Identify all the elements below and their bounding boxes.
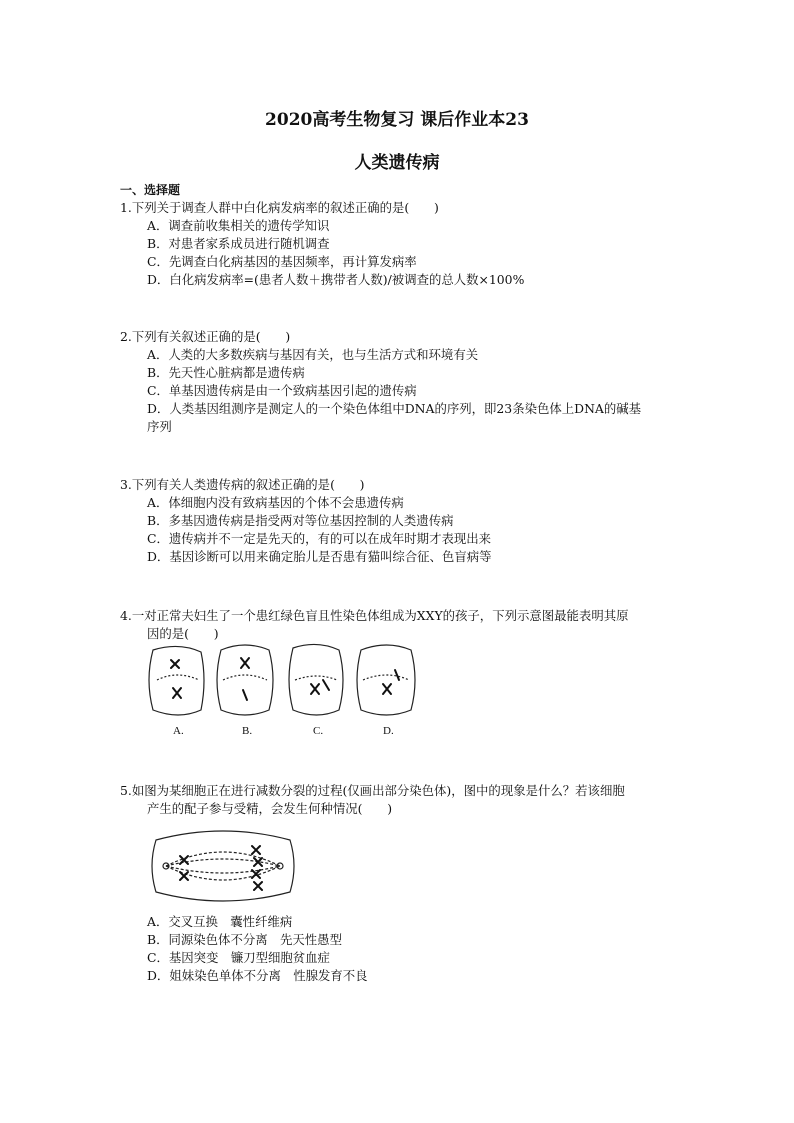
question-stem: 4.一对正常夫妇生了一个患红绿色盲且性染色体组成为XXY的孩子，下列示意图最能表明其原	[120, 608, 629, 623]
option-a: A．体细胞内没有致病基因的个体不会患遗传病	[147, 495, 404, 510]
option-a: A．调查前收集相关的遗传学知识	[147, 218, 330, 233]
option-d: D．人类基因组测序是测定人的一个染色体组中DNA的序列，即23条染色体上DNA的碱基	[147, 401, 642, 416]
cell-division-diagram-icon	[143, 640, 433, 742]
question-stem: 1.下列关于调查人群中白化病发病率的叙述正确的是( )	[120, 200, 439, 215]
meiosis-figure	[148, 826, 298, 906]
option-d: D．基因诊断可以用来确定胎儿是否患有猫叫综合征、色盲病等	[147, 549, 492, 564]
option-b: B．对患者家系成员进行随机调查	[147, 236, 330, 251]
option-d: D．姐妹染色单体不分离 性腺发育不良	[147, 968, 368, 983]
document-subtitle: 人类遗传病	[354, 153, 440, 173]
option-d-continuation: 序列	[147, 419, 172, 434]
option-c: C．单基因遗传病是由一个致病基因引起的遗传病	[147, 383, 417, 398]
option-c: C．先调查白化病基因的基因频率，再计算发病率	[147, 254, 417, 269]
option-a: A．交叉互换 囊性纤维病	[147, 914, 293, 929]
question-stem-continuation: 产生的配子参与受精，会发生何种情况( )	[147, 801, 393, 816]
question-stem: 5.如图为某细胞正在进行减数分裂的过程(仅画出部分染色体)，图中的现象是什么？若该细胞	[120, 783, 625, 798]
question-2	[120, 328, 710, 436]
figure-label-a: A.	[173, 725, 184, 737]
figure-label-d: D.	[383, 725, 394, 737]
option-b: B．多基因遗传病是指受两对等位基因控制的人类遗传病	[147, 513, 454, 528]
question-stem: 3.下列有关人类遗传病的叙述正确的是( )	[120, 477, 365, 492]
document-title: 2020高考生物复习 课后作业本23	[265, 110, 529, 130]
option-c: C．基因突变 镰刀型细胞贫血症	[147, 950, 330, 965]
option-b: B．同源染色体不分离 先天性愚型	[147, 932, 342, 947]
option-b: B．先天性心脏病都是遗传病	[147, 365, 305, 380]
section-heading: 一、选择题	[120, 183, 181, 197]
option-c: C．遗传病并不一定是先天的，有的可以在成年时期才表现出来	[147, 531, 492, 546]
question-5-options	[120, 913, 710, 985]
figure-label-c: C.	[313, 725, 324, 737]
cell-division-figures	[143, 640, 433, 742]
option-d: D．白化病发病率=(患者人数＋携带者人数)/被调查的总人数×100%	[147, 272, 525, 287]
question-4	[120, 607, 710, 643]
figure-label-b: B.	[242, 725, 253, 737]
question-stem: 2.下列有关叙述正确的是( )	[120, 329, 291, 344]
question-5	[120, 782, 710, 818]
option-a: A．人类的大多数疾病与基因有关，也与生活方式和环境有关	[147, 347, 479, 362]
question-1	[120, 199, 710, 289]
question-3	[120, 476, 710, 566]
question-stem-continuation: 因的是( )	[147, 626, 219, 641]
meiosis-spindle-icon	[148, 826, 298, 906]
